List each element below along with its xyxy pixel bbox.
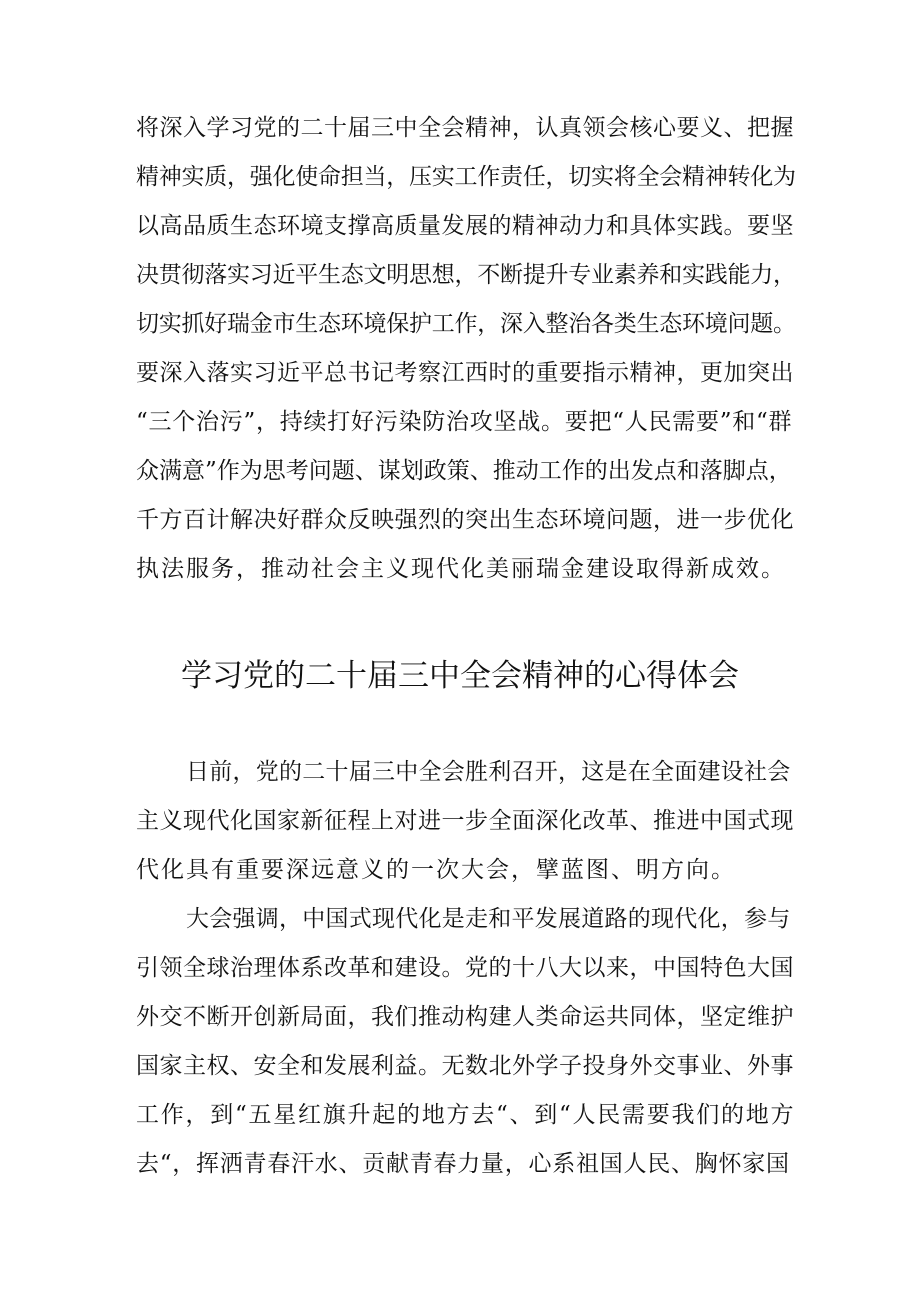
text-line: 工作，到“五星红旗升起的地方去“、到“人民需要我们的地方 <box>136 1102 796 1128</box>
text-line: 引领全球治理体系改革和建设。党的十八大以来，中国特色大国 <box>136 955 794 981</box>
text-line: 去“，挥洒青春汗水、贡献青春力量，心系祖国人民、胸怀家国 <box>136 1151 790 1177</box>
text-line: “三个治污”，持续打好污染防治攻坚战。要把“人民需要”和“群 <box>136 409 793 435</box>
text-line: 代化具有重要深远意义的一次大会，擘蓝图、明方向。 <box>136 857 736 883</box>
text-line: 决贯彻落实习近平生态文明思想，不断提升专业素养和实践能力， <box>136 262 796 288</box>
text-line: 众满意”作为思考问题、谋划政策、推动工作的出发点和落脚点， <box>136 458 792 484</box>
text-line: 切实抓好瑞金市生态环境保护工作，深入整治各类生态环境问题。 <box>136 311 796 337</box>
text-line: 大会强调，中国式现代化是走和平发展道路的现代化，参与 <box>186 906 791 932</box>
text-line: 国家主权、安全和发展利益。无数北外学子投身外交事业、外事 <box>136 1053 794 1079</box>
text-line: 主义现代化国家新征程上对进一步全面深化改革、推进中国式现 <box>136 808 794 834</box>
text-line: 外交不断开创新局面，我们推动构建人类命运共同体，坚定维护 <box>136 1004 794 1030</box>
text-line: 千方百计解决好群众反映强烈的突出生态环境问题，进一步优化 <box>136 507 794 533</box>
article-title: 学习党的二十届三中全会精神的心得体会 <box>181 658 739 694</box>
text-line: 精神实质，强化使命担当，压实工作责任，切实将全会精神转化为 <box>136 164 796 190</box>
text-line: 日前，党的二十届三中全会胜利召开，这是在全面建设社会 <box>186 759 791 785</box>
text-line: 将深入学习党的二十届三中全会精神，认真领会核心要义、把握 <box>136 115 794 141</box>
text-line: 以高品质生态环境支撑高质量发展的精神动力和具体实践。要坚 <box>136 213 794 239</box>
text-line: 执法服务，推动社会主义现代化美丽瑞金建设取得新成效。 <box>136 556 786 582</box>
text-line: 要深入落实习近平总书记考察江西时的重要指示精神，更加突出 <box>136 360 794 386</box>
